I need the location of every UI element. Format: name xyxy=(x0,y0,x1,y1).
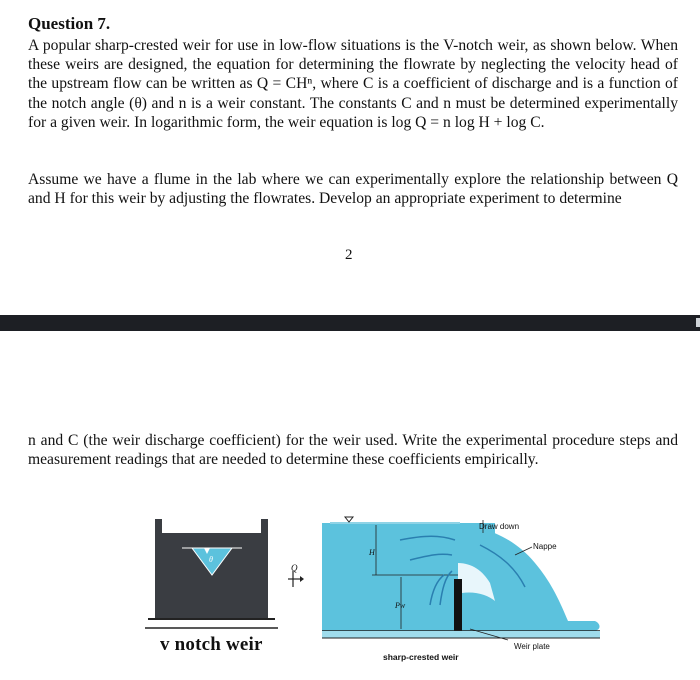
weir-figure xyxy=(140,505,610,675)
question-paragraph-2: Assume we have a flume in the lab where we can experimentally explore the relationship between Q and H for this weir by adjusting the flowrates. Develop an appropriate experiment to determine xyxy=(28,171,678,208)
sharp-crested-weir-label: sharp-crested weir xyxy=(383,652,459,662)
h-label: H xyxy=(369,548,375,557)
question-title: Question 7. xyxy=(28,14,111,33)
nappe-label: Nappe xyxy=(533,542,557,551)
flow-direction-arrow xyxy=(288,571,304,587)
question-paragraph-3: n and C (the weir discharge coefficient) for the weir used. Write the experimental procedure steps and measurement readings that are needed to determine these coefficients empirically. xyxy=(28,432,678,469)
q-symbol: Q xyxy=(291,563,298,573)
weir-plate-label: Weir plate xyxy=(514,642,550,651)
v-notch-weir-label: v notch weir xyxy=(160,634,263,655)
question-paragraph-1: A popular sharp-crested weir for use in low-flow situations is the V-notch weir, as shown below. When these weirs are designed, the equation for determining the flowrate by neglecting the velocity head of the upstream flow can be written as Q = CHⁿ, where C is a coefficient of discharge and is a function of the notch angle (θ) and n is a weir constant. The constants C and n must be determined experimentally for a given weir. In logarithmic form, the weir equation is log Q = n log H + log C. xyxy=(28,37,678,131)
theta-symbol: θ xyxy=(209,555,213,564)
page-number: 2 xyxy=(345,247,353,263)
draw-down-label: Draw down xyxy=(479,522,520,531)
v-notch-weir-drawing xyxy=(145,519,278,628)
sharp-crested-weir-drawing xyxy=(322,517,600,640)
page-break-divider xyxy=(0,315,700,331)
scroll-indicator xyxy=(696,318,700,327)
pw-label: Pw xyxy=(395,601,406,610)
